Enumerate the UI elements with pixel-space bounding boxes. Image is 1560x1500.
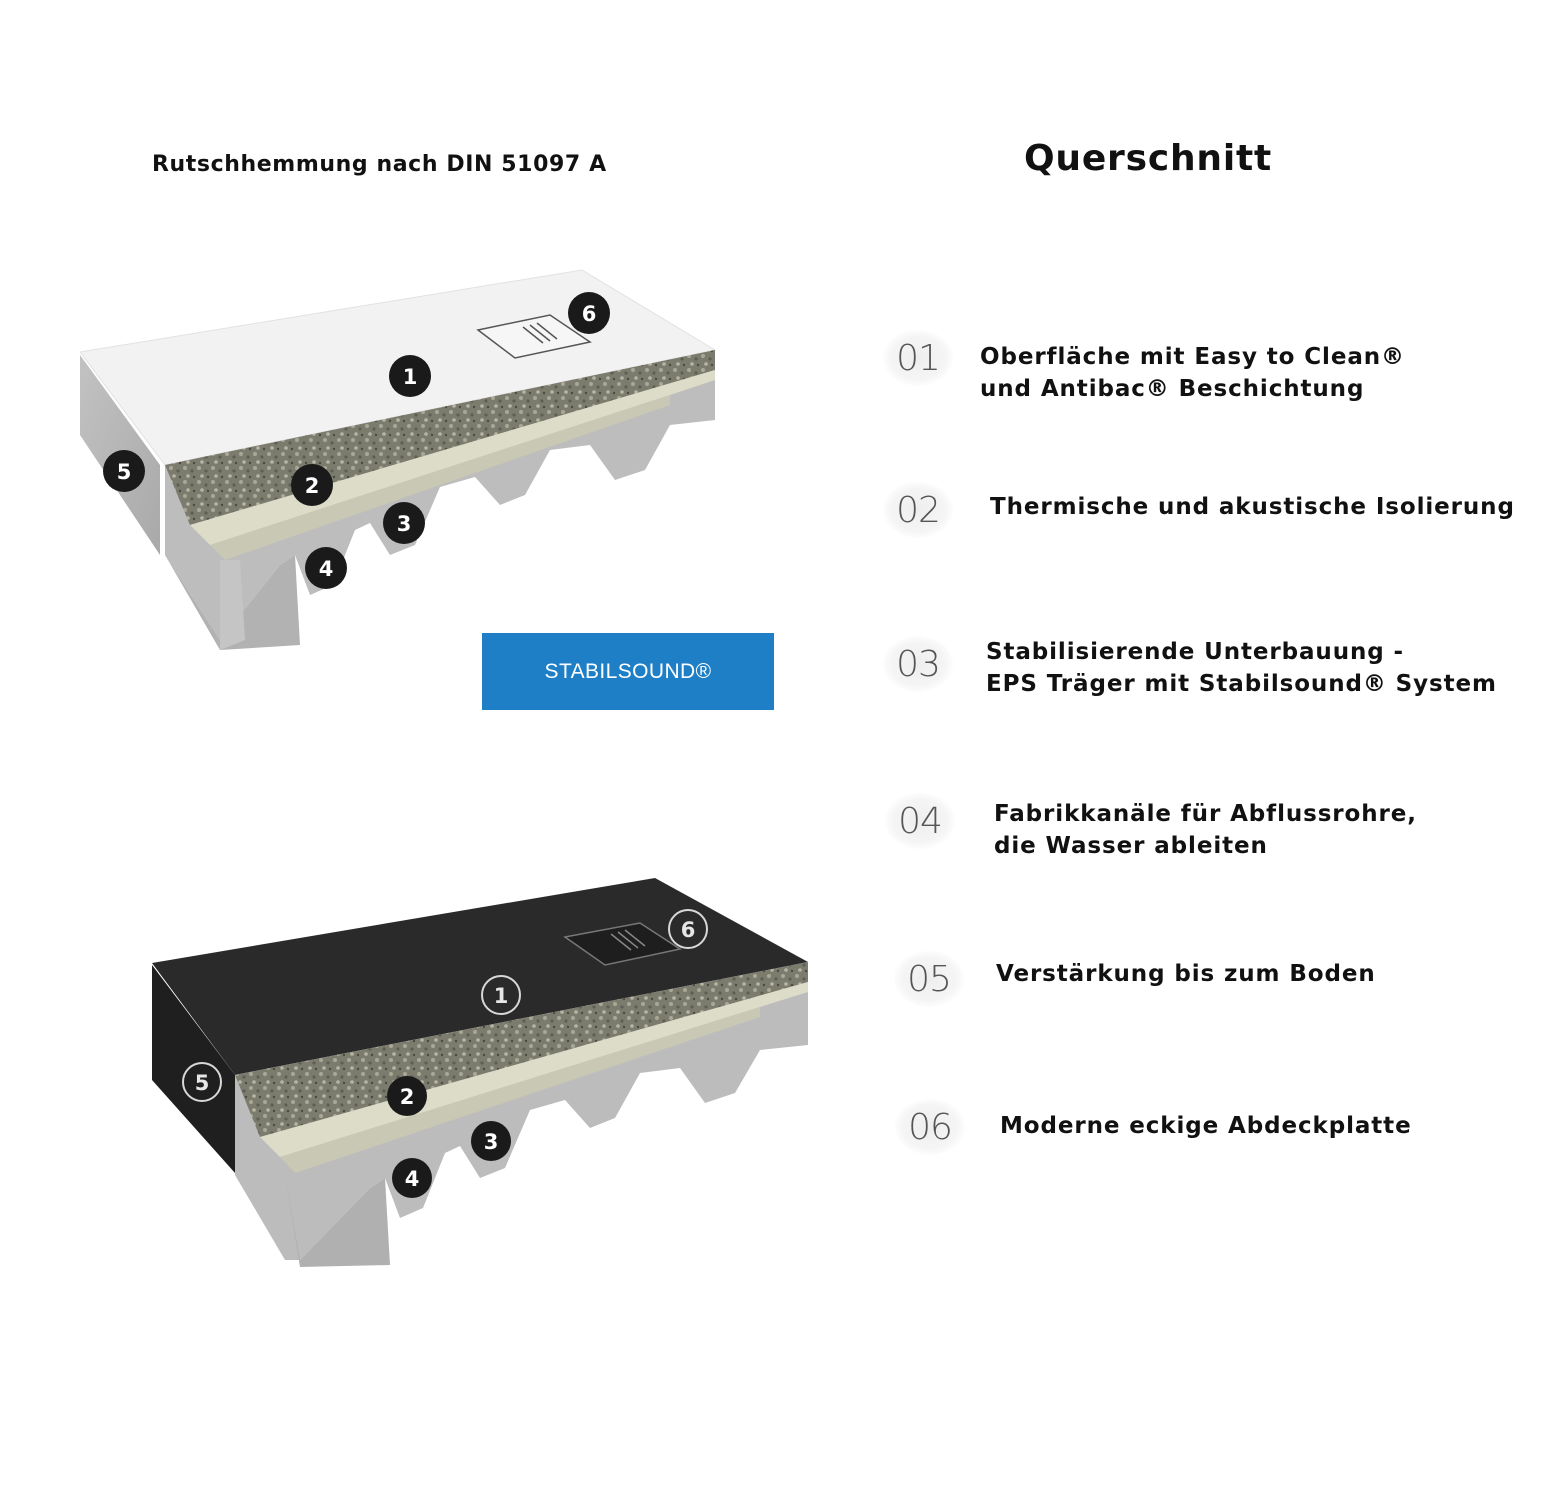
legend-text xyxy=(996,958,1376,990)
svg-text:1: 1 xyxy=(402,365,418,389)
legend-line: Fabrikkanäle für Abflussrohre, xyxy=(994,801,1417,827)
svg-text:2: 2 xyxy=(304,474,320,498)
legend-number: 02 xyxy=(883,482,953,538)
stabilsound-badge: STABILSOUND® xyxy=(482,633,774,710)
legend-line: Verstärkung bis zum Boden xyxy=(996,961,1376,987)
legend-number: 06 xyxy=(895,1099,965,1155)
legend-text xyxy=(986,636,1497,700)
legend-item-04 xyxy=(0,793,1560,873)
legend-line: Moderne eckige Abdeckplatte xyxy=(1000,1113,1412,1139)
legend-text xyxy=(990,491,1515,523)
legend-line: Oberfläche mit Easy to Clean® xyxy=(980,344,1405,370)
svg-text:3: 3 xyxy=(396,512,412,536)
legend-item-03 xyxy=(0,636,1560,716)
legend-line: Thermische und akustische Isolierung xyxy=(990,494,1515,520)
legend-item-05 xyxy=(0,951,1560,1031)
legend-line: EPS Träger mit Stabilsound® System xyxy=(986,671,1497,697)
legend-line: Stabilisierende Unterbauung - xyxy=(986,639,1404,665)
legend-item-02 xyxy=(0,482,1560,562)
legend-text xyxy=(1000,1110,1412,1142)
svg-text:2: 2 xyxy=(399,1085,415,1109)
legend-number: 05 xyxy=(894,951,964,1007)
legend-item-06 xyxy=(0,1099,1560,1179)
svg-text:6: 6 xyxy=(581,302,597,326)
legend-line: die Wasser ableiten xyxy=(994,833,1268,859)
legend-number: 04 xyxy=(885,793,955,849)
svg-text:5: 5 xyxy=(194,1071,210,1095)
legend-item-01 xyxy=(0,330,1560,410)
svg-text:4: 4 xyxy=(404,1167,420,1191)
legend-number: 03 xyxy=(883,636,953,692)
page-title: Querschnitt xyxy=(1024,138,1272,179)
cross-section-diagram-white xyxy=(70,255,730,655)
svg-text:1: 1 xyxy=(493,984,509,1008)
legend-text xyxy=(994,798,1417,862)
legend-number: 01 xyxy=(883,330,953,386)
svg-text:6: 6 xyxy=(680,918,696,942)
cross-section-diagram-black xyxy=(150,875,815,1270)
callout-6 xyxy=(568,292,610,334)
legend-line: und Antibac® Beschichtung xyxy=(980,376,1365,402)
svg-text:5: 5 xyxy=(116,460,132,484)
svg-text:4: 4 xyxy=(318,557,334,581)
slip-resistance-caption: Rutschhemmung nach DIN 51097 A xyxy=(152,152,607,177)
svg-text:3: 3 xyxy=(483,1130,499,1154)
legend-text xyxy=(980,341,1405,405)
